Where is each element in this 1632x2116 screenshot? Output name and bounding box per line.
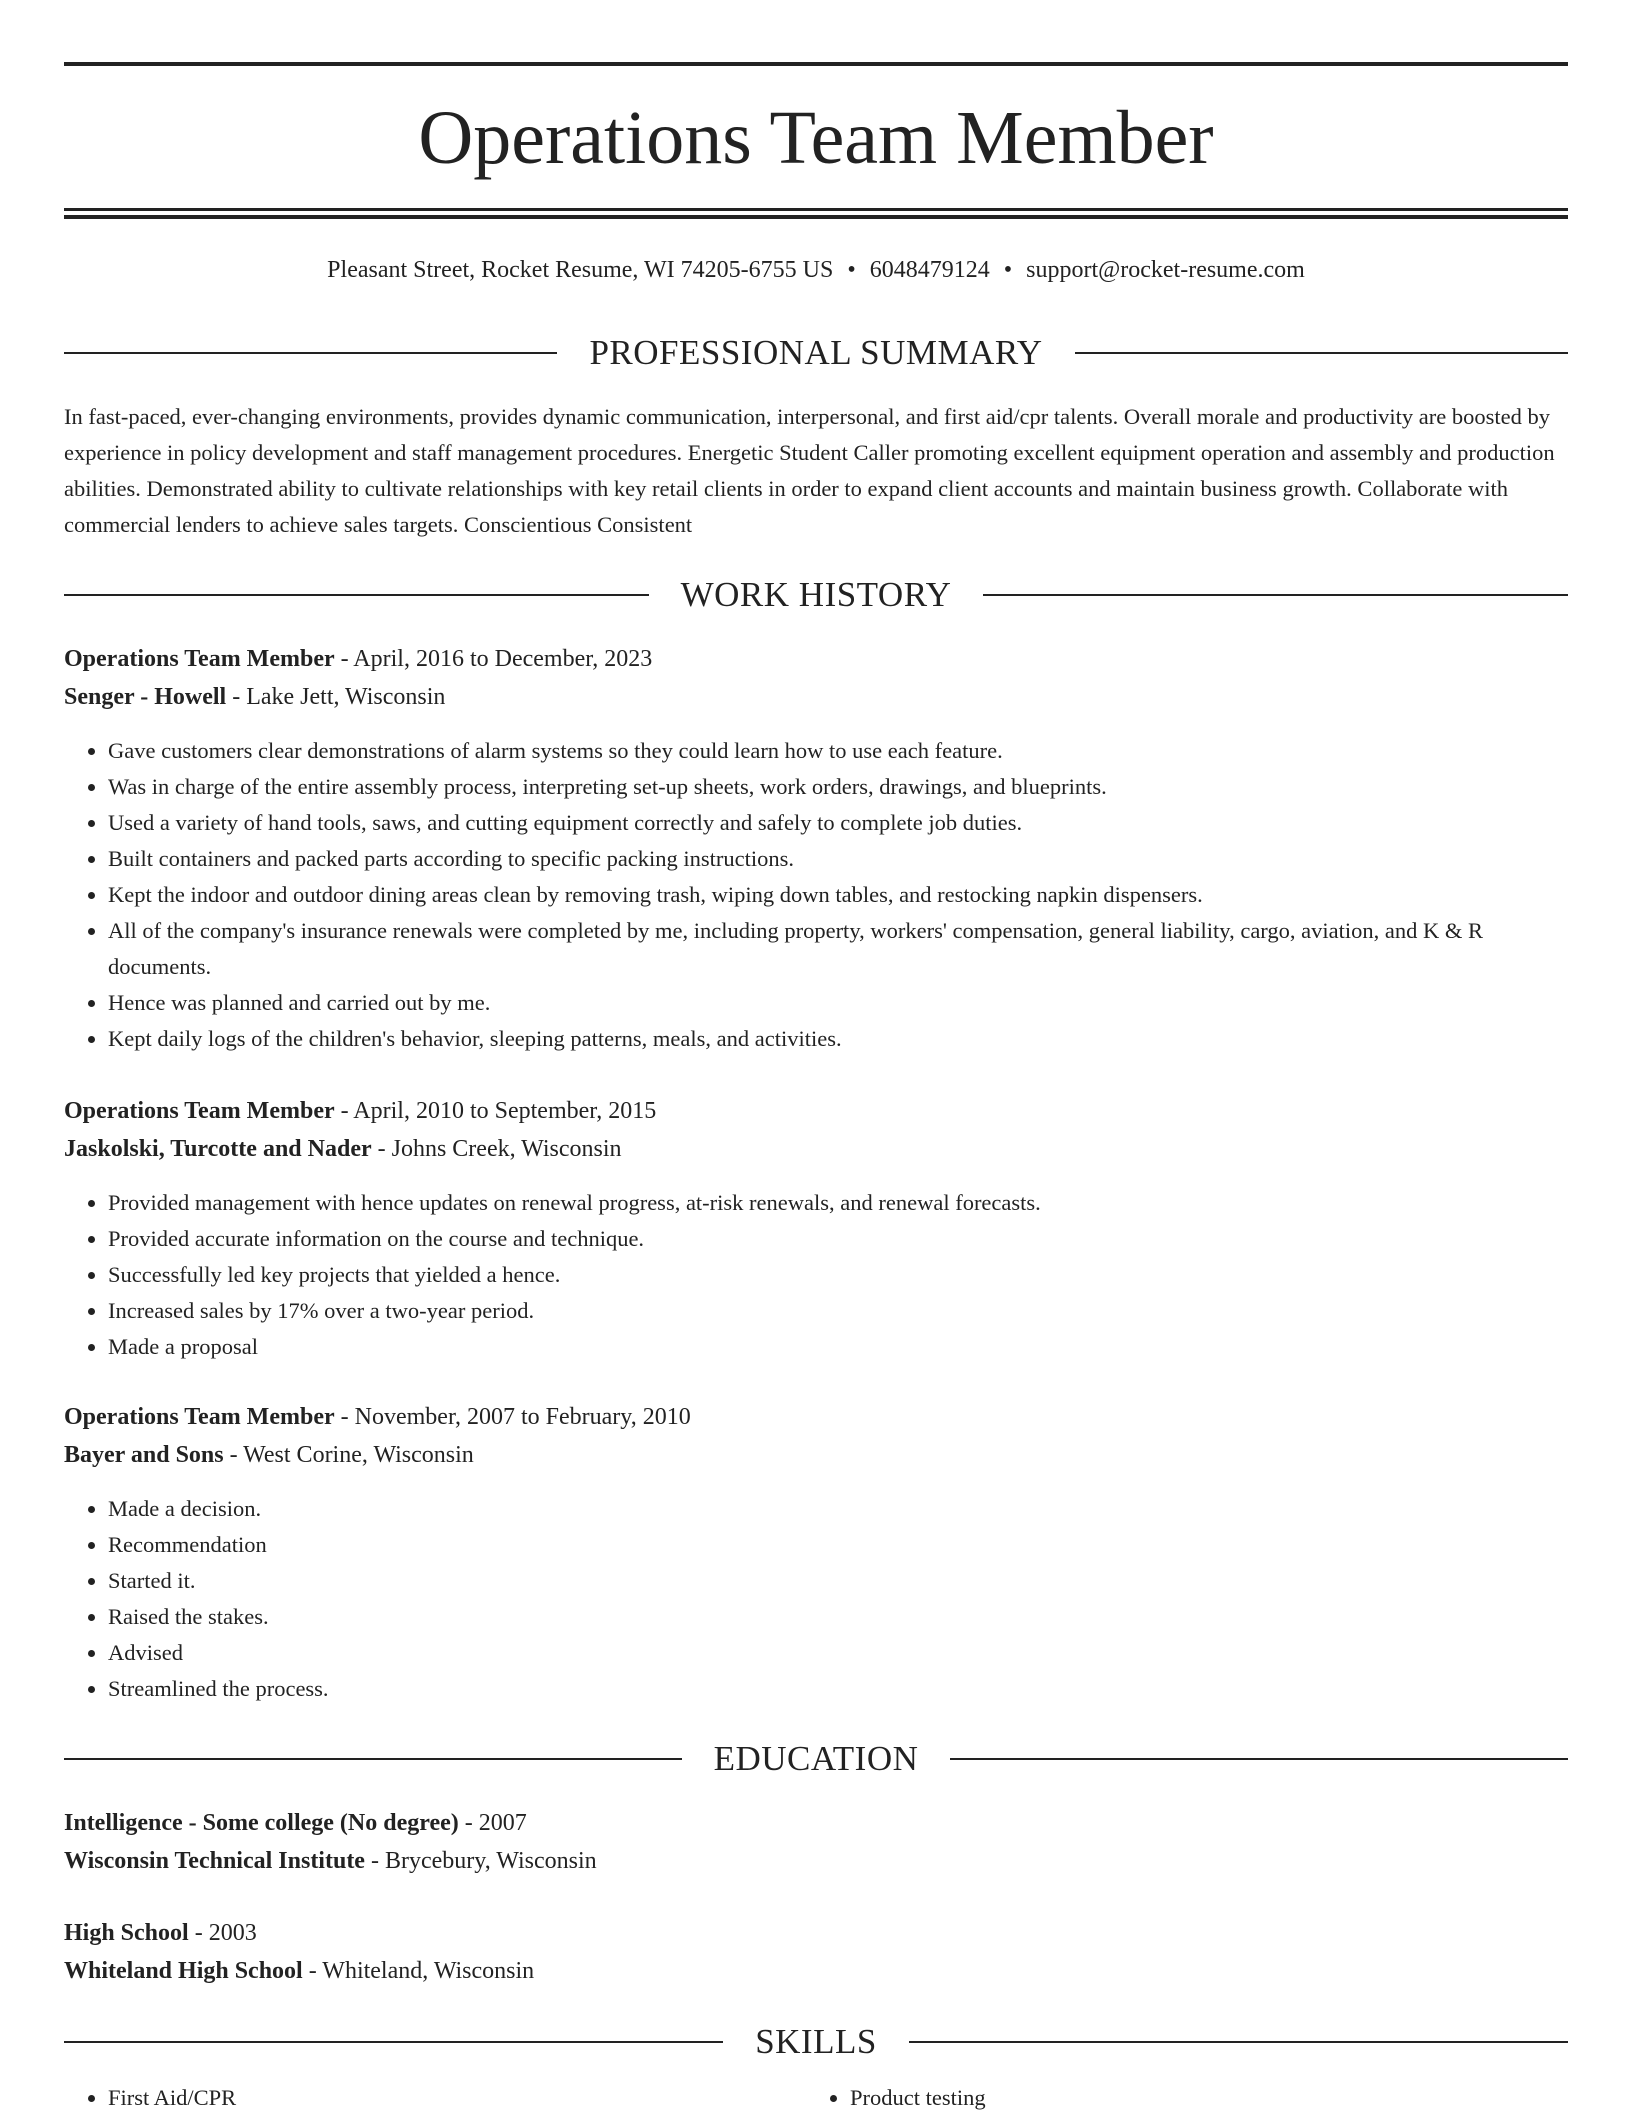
list-item: • Provided management with hence updates on renewal progress, at-risk renewals, and renewal forecasts.: [108, 1185, 1568, 1221]
section-rule: [950, 1758, 1568, 1760]
contact-separator: •: [847, 257, 856, 283]
skills-left-column: [64, 2080, 804, 2116]
list-item: • Raised the stakes.: [108, 1599, 1568, 1635]
job-dates: - April, 2016 to December, 2023: [334, 646, 653, 672]
section-rule: [909, 2041, 1568, 2043]
degree-line: [64, 1914, 1568, 1952]
school-name: Whiteland High School: [64, 1958, 303, 1984]
school-location: - Whiteland, Wisconsin: [302, 1958, 535, 1984]
resume-title: Operations Team Member: [418, 96, 1214, 180]
education-section-header: [64, 1737, 1568, 1781]
list-item: • Provided accurate information on the course and technique.: [108, 1221, 1568, 1257]
contact-phone: 6048479124: [869, 257, 990, 283]
degree-name: High School: [64, 1920, 189, 1946]
school-line: [64, 1952, 1568, 1990]
top-rule: [64, 62, 1568, 66]
education-heading: EDUCATION: [713, 1739, 919, 1778]
list-item: • Started it.: [108, 1563, 1568, 1599]
list-item: • Successfully led key projects that yielded a hence.: [108, 1257, 1568, 1293]
contact-separator: •: [1003, 257, 1013, 283]
list-item: • Used a variety of hand tools, saws, and cutting equipment correctly and safely to complete job duties.: [108, 805, 1568, 841]
degree-line: [64, 1804, 1568, 1842]
job-location: - Johns Creek, Wisconsin: [371, 1136, 622, 1162]
work-section-header: [64, 573, 1568, 617]
job-dates: - November, 2007 to February, 2010: [334, 1404, 691, 1430]
job-entry: [64, 640, 1568, 716]
skill-item: • First Aid/CPR: [108, 2080, 804, 2116]
list-item: • Made a decision.: [108, 1491, 1568, 1527]
list-item: • Made a proposal: [108, 1329, 1568, 1365]
job-title-line: [64, 640, 1568, 678]
skills-section-header: [64, 2020, 1568, 2064]
contact-line: [64, 254, 1568, 286]
list-item: • Hence was planned and carried out by me.: [108, 985, 1568, 1021]
title-double-rule: [64, 208, 1568, 219]
school-location: - Brycebury, Wisconsin: [364, 1848, 597, 1874]
job-company-line: [64, 678, 1568, 716]
section-rule: [64, 352, 557, 354]
list-item: • Increased sales by 17% over a two-year period.: [108, 1293, 1568, 1329]
job-bullets: [64, 1491, 1568, 1707]
list-item: • Kept the indoor and outdoor dining areas clean by removing trash, wiping down tables, and restocking napkin dispensers.: [108, 877, 1568, 913]
job-location: - Lake Jett, Wisconsin: [226, 684, 446, 710]
list-item: • Streamlined the process.: [108, 1671, 1568, 1707]
list-item: • Was in charge of the entire assembly process, interpreting set-up sheets, work orders, drawings, and blueprints.: [108, 769, 1568, 805]
degree-year: - 2003: [188, 1920, 257, 1946]
section-rule: [64, 1758, 682, 1760]
job-title: Operations Team Member: [64, 646, 335, 672]
job-bullets: [64, 733, 1568, 1057]
section-rule: [983, 594, 1568, 596]
contact-address: Pleasant Street, Rocket Resume, WI 74205-6755 US: [327, 257, 834, 283]
section-rule: [64, 594, 649, 596]
job-company-line: [64, 1130, 1568, 1168]
section-rule: [64, 2041, 723, 2043]
summary-text: In fast-paced, ever-changing environments, provides dynamic communication, interpersonal, and first aid/cpr talents. Overall morale and productivity are boosted by experience in policy development and staff management procedures. Energetic Student Caller promoting excellent equipment operation and assembly and production abilities. Demonstrated ability to cultivate relationships with key retail clients in order to expand client accounts and maintain business growth. Collaborate with commercial lenders to achieve sales targets. Conscientious Consistent: [64, 404, 1555, 537]
degree-year: - 2007: [458, 1810, 527, 1836]
list-item: • Kept daily logs of the children's behavior, sleeping patterns, meals, and activities.: [108, 1021, 1568, 1057]
job-entry: [64, 1398, 1568, 1474]
list-item: • Built containers and packed parts according to specific packing instructions.: [108, 841, 1568, 877]
job-company: Senger - Howell: [64, 684, 227, 710]
list-item: • Advised: [108, 1635, 1568, 1671]
job-company: Jaskolski, Turcotte and Nader: [64, 1136, 372, 1162]
job-dates: - April, 2010 to September, 2015: [334, 1098, 657, 1124]
job-company-line: [64, 1436, 1568, 1474]
summary-section-header: [64, 331, 1568, 375]
job-location: - West Corine, Wisconsin: [223, 1442, 474, 1468]
school-name: Wisconsin Technical Institute: [64, 1848, 365, 1874]
skills-heading: SKILLS: [755, 2022, 877, 2061]
degree-name: Intelligence - Some college (No degree): [64, 1810, 459, 1836]
job-title-line: [64, 1398, 1568, 1436]
job-title: Operations Team Member: [64, 1404, 335, 1430]
section-rule: [1075, 352, 1568, 354]
job-entry: [64, 1092, 1568, 1168]
summary-heading: PROFESSIONAL SUMMARY: [589, 333, 1043, 372]
job-title-line: [64, 1092, 1568, 1130]
school-line: [64, 1842, 1568, 1880]
contact-email: support@rocket-resume.com: [1026, 257, 1305, 283]
job-company: Bayer and Sons: [64, 1442, 224, 1468]
skill-item: • Product testing: [850, 2080, 1546, 2116]
job-title: Operations Team Member: [64, 1098, 335, 1124]
list-item: • All of the company's insurance renewals were completed by me, including property, workers' compensation, general liability, cargo, aviation, and K & R documents.: [108, 913, 1568, 985]
list-item: • Recommendation: [108, 1527, 1568, 1563]
job-bullets: [64, 1185, 1568, 1365]
education-entry: [64, 1804, 1568, 1880]
skills-right-column: [806, 2080, 1546, 2116]
work-heading: WORK HISTORY: [680, 575, 952, 614]
list-item: • Gave customers clear demonstrations of alarm systems so they could learn how to use each feature.: [108, 733, 1568, 769]
education-entry: [64, 1914, 1568, 1990]
